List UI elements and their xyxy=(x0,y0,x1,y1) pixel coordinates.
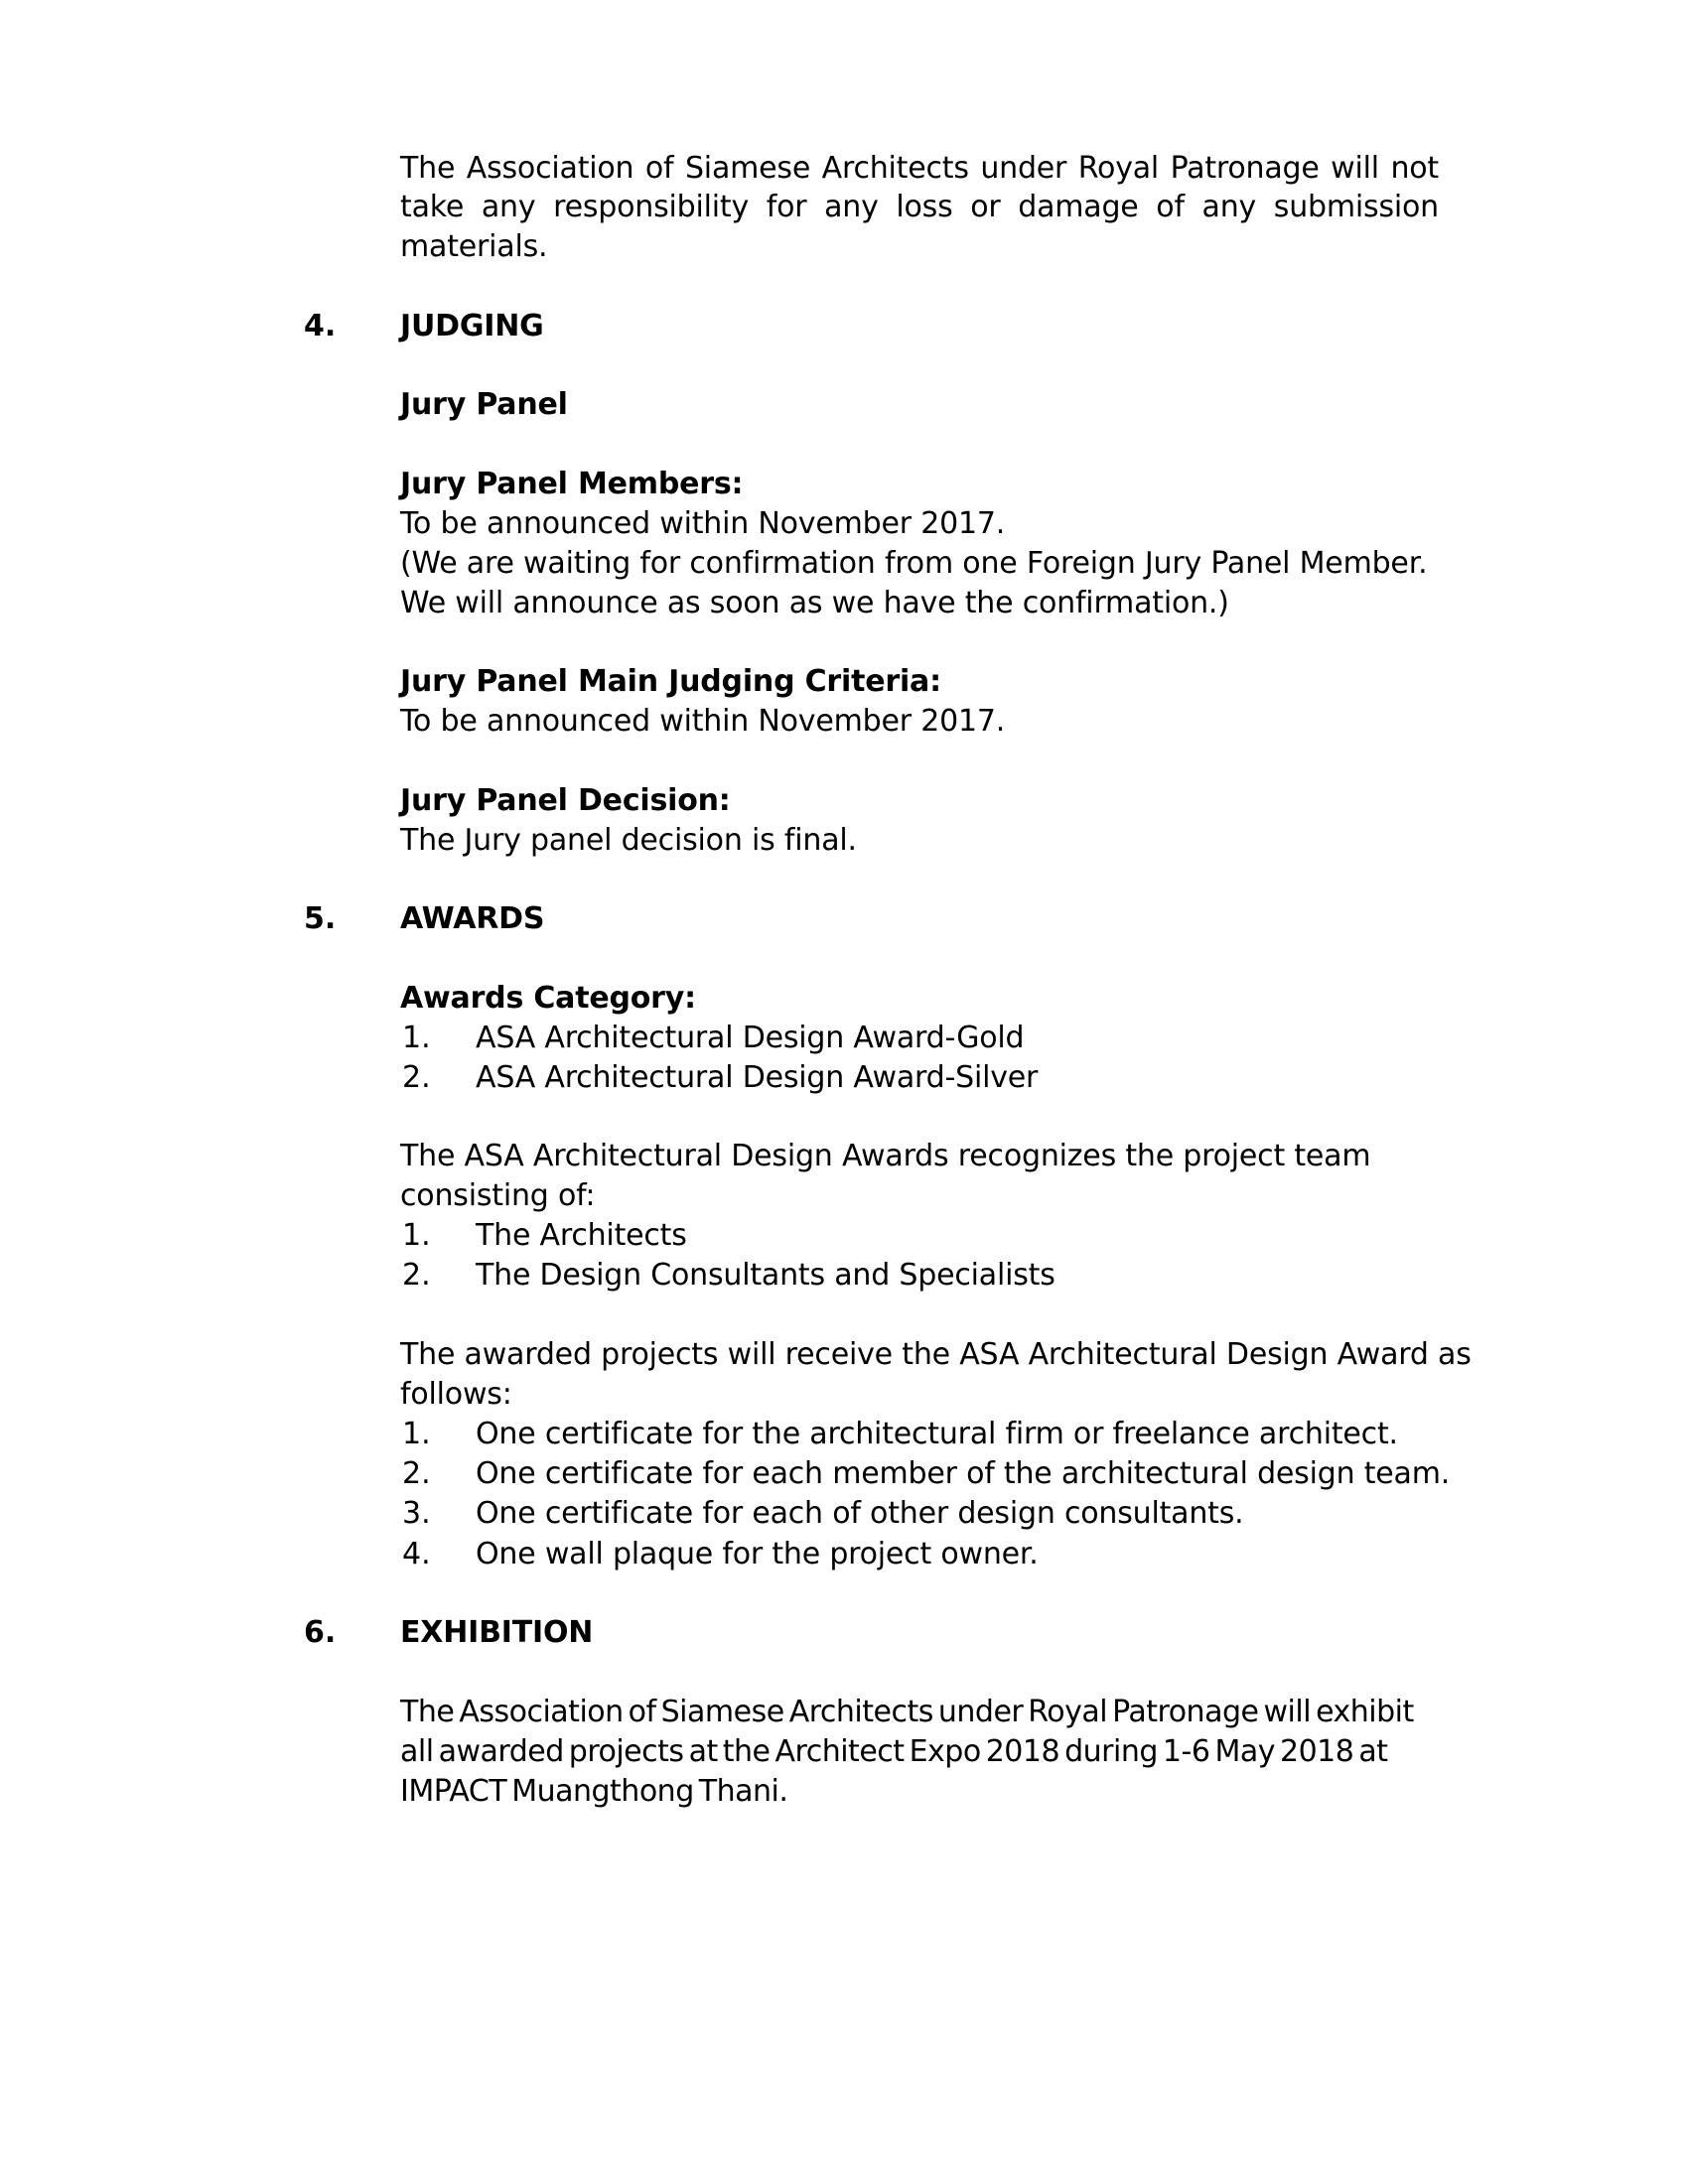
list-item: One wall plaque for the project owner. xyxy=(476,1537,1039,1571)
paragraph-line: The Association of Siamese Architects under Royal Patronage will not xyxy=(400,151,1439,186)
list-number: 4. xyxy=(402,1537,431,1571)
list-item: The Design Consultants and Specialists xyxy=(476,1258,1055,1293)
paragraph-line: take any responsibility for any loss or damage of any submission xyxy=(400,190,1439,224)
paragraph-line: To be announced within November 2017. xyxy=(400,506,1006,541)
list-number: 1. xyxy=(402,1021,431,1055)
list-item: ASA Architectural Design Award-Gold xyxy=(476,1021,1025,1055)
section-title: JUDGING xyxy=(400,309,544,343)
paragraph-line: The awarded projects will receive the ASA Architectural Design Award as xyxy=(400,1337,1472,1372)
list-item: One certificate for each member of the architectural design team. xyxy=(476,1456,1451,1491)
subheading-jury-panel: Jury Panel xyxy=(400,387,568,422)
jury-decision-heading: Jury Panel Decision: xyxy=(400,783,731,818)
list-item: The Architects xyxy=(476,1218,687,1253)
jury-members-heading: Jury Panel Members: xyxy=(400,467,744,501)
section-number: 4. xyxy=(304,309,337,343)
paragraph-line: To be announced within November 2017. xyxy=(400,704,1006,739)
paragraph-line: The Jury panel decision is final. xyxy=(400,823,857,858)
list-number: 2. xyxy=(402,1060,431,1095)
paragraph-line: The ASA Architectural Design Awards recognizes the project team xyxy=(400,1139,1371,1173)
list-item: ASA Architectural Design Award-Silver xyxy=(476,1060,1039,1095)
paragraph-line: follows: xyxy=(400,1377,512,1412)
list-number: 3. xyxy=(402,1496,431,1531)
list-number: 1. xyxy=(402,1417,431,1451)
list-number: 1. xyxy=(402,1218,431,1253)
paragraph-line: (We are waiting for confirmation from one Foreign Jury Panel Member. xyxy=(400,546,1428,581)
section-number: 5. xyxy=(304,901,337,936)
section-title: AWARDS xyxy=(400,901,545,936)
paragraph-line: materials. xyxy=(400,229,548,264)
list-item: One certificate for each of other design consultants. xyxy=(476,1496,1244,1531)
paragraph-line: consisting of: xyxy=(400,1178,596,1213)
paragraph-line: IMPACT Muangthong Thani. xyxy=(400,1774,788,1809)
list-number: 2. xyxy=(402,1258,431,1293)
awards-category-heading: Awards Category: xyxy=(400,981,696,1016)
paragraph-line: The Association of Siamese Architects under Royal Patronage will exhibit xyxy=(400,1695,1414,1729)
section-title: EXHIBITION xyxy=(400,1615,594,1650)
jury-criteria-heading: Jury Panel Main Judging Criteria: xyxy=(400,664,941,699)
list-item: One certificate for the architectural firm or freelance architect. xyxy=(476,1417,1398,1451)
section-number: 6. xyxy=(304,1615,337,1650)
list-number: 2. xyxy=(402,1456,431,1491)
paragraph-line: all awarded projects at the Architect Expo 2018 during 1-6 May 2018 at xyxy=(400,1734,1388,1769)
paragraph-line: We will announce as soon as we have the confirmation.) xyxy=(400,586,1229,620)
